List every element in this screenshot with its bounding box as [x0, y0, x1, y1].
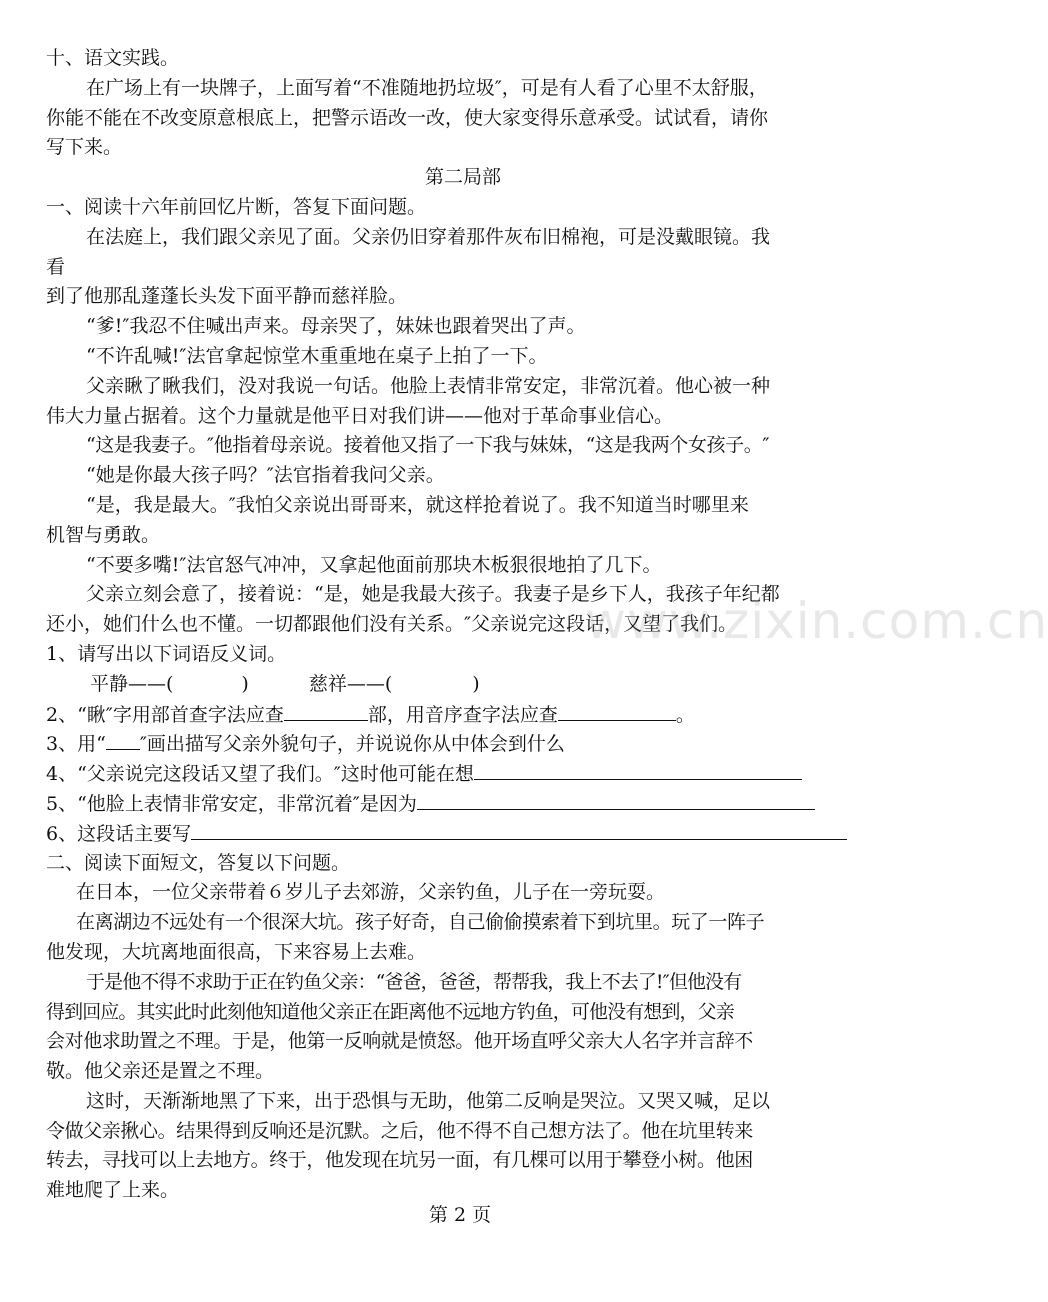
answer-blank[interactable]: [284, 700, 368, 721]
question-6: [46, 819, 880, 849]
antonym-word-2: 慈祥——(: [308, 672, 393, 695]
paragraph-line: 在法庭上，我们跟父亲见了面。父亲仍旧穿着那件灰布旧棉袍，可是没戴眼镜。我: [86, 225, 771, 248]
paragraph-line: 在离湖边不远处有一个很深大坑。孩子好奇，自己偷偷摸索着下到坑里。玩了一阵子: [76, 911, 765, 934]
paragraph-line: 看: [46, 255, 66, 278]
question-2-text: 部，用音序查字法应查: [367, 703, 558, 726]
paragraph-line: “不许乱喊!″法官拿起惊堂木重重地在桌子上拍了一下。: [86, 344, 548, 367]
paragraph-line: 在日本，一位父亲带着６岁儿子去郊游，父亲钓鱼，儿子在一旁玩耍。: [76, 881, 666, 904]
paragraph-line: 令做父亲揪心。结果得到反响还是沉默。之后，他不得不自己想方法了。他在坑里转来: [46, 1119, 753, 1142]
paragraph-line: 你能不能在不改变原意根底上，把警示语改一改，使大家变得乐意承受。试试看，请你: [46, 106, 769, 129]
answer-blank[interactable]: [558, 700, 676, 721]
question-5: [46, 789, 880, 819]
paragraph-line: 在广场上有一块牌子，上面写着“不准随地扔垃圾″，可是有人看了心里不太舒服，: [86, 76, 768, 99]
paragraph-line: 得到回应。其实此时此刻他知道他父亲正在距离他不远地方钓鱼，可他没有想到，父亲: [46, 1000, 734, 1023]
paragraph-line: 父亲立刻会意了，接着说：“是，她是我最大孩子。我妻子是乡下人，我孩子年纪都: [86, 583, 780, 606]
question-3-text: 3、用“: [46, 733, 106, 756]
paragraph-line: 转去，寻找可以上去地方。终于，他发现在坑另一面，有几棵可以用于攀登小树。他困: [46, 1149, 753, 1172]
paragraph-line: 伟大力量占据着。这个力量就是他平日对我们讲——他对于革命事业信心。: [46, 404, 674, 427]
close-paren: ): [472, 672, 480, 695]
question-1: 1、请写出以下词语反义词。: [46, 642, 287, 665]
watermark: www.zixin.com.cn: [585, 592, 1048, 650]
reading-2-heading: 二、阅读下面短文，答复以下问题。: [46, 851, 351, 874]
paragraph-line: 敬。他父亲还是置之不理。: [46, 1060, 275, 1083]
question-3: [46, 729, 880, 759]
close-paren: ): [241, 672, 249, 695]
paragraph-line: 难地爬了上来。: [46, 1179, 180, 1202]
question-5-text: 5、“他脸上表情非常安定，非常沉着″是因为: [46, 792, 417, 815]
paragraph-line: 这时，天渐渐地黑了下来，出于恐惧与无助，他第二反响是哭泣。又哭又喊，足以: [86, 1089, 771, 1112]
paragraph-line: 父亲瞅了瞅我们，没对我说一句话。他脸上表情非常安定，非常沉着。他心被一种: [86, 374, 771, 397]
question-3-text: ″画出描写父亲外貌句子，并说说你从中体会到什么: [139, 733, 565, 756]
question-4-text: 4、“父亲说完这段话又望了我们。″这时他可能在想: [46, 763, 474, 786]
question-6-text: 6、这段话主要写: [46, 822, 192, 845]
paragraph-line: 还小，她们什么也不懂。一切都跟他们没有关系。″父亲说完这段话，又望了我们。: [46, 613, 738, 636]
paragraph-line: “不要多嘴!″法官怒气冲冲，又拿起他面前那块木板狠很地拍了几下。: [86, 553, 662, 576]
paragraph-line: “这是我妻子。″他指着母亲说。接着他又指了一下我与妹妹，“这是我两个女孩子。″: [86, 434, 770, 457]
paragraph-line: 写下来。: [46, 136, 123, 159]
paragraph-line: 到了他那乱蓬蓬长头发下面平静而慈祥脸。: [46, 285, 408, 308]
section-10-heading: 十、语文实践。: [46, 47, 180, 69]
paragraph-line: “她是你最大孩子吗？″法官指着我问父亲。: [86, 464, 445, 487]
part-title: 第二局部: [424, 166, 501, 189]
paragraph-line: 他发现，大坑离地面很高，下来容易上去难。: [46, 940, 427, 963]
question-4: [46, 759, 880, 789]
page-number: 第 2 页: [428, 1204, 492, 1226]
paragraph-line: 会对他求助置之不理。于是，他第一反响就是愤怒。他开场直呼父亲大人名字并言辞不: [46, 1030, 753, 1053]
question-1-antonyms: [46, 670, 880, 700]
paragraph-line: 机智与勇敢。: [46, 523, 161, 546]
answer-blank[interactable]: [191, 819, 847, 840]
question-2: [46, 700, 880, 730]
reading-1-heading: 一、阅读十六年前回忆片断，答复下面问题。: [46, 195, 427, 218]
question-2-text: 2、“瞅″字用部首查字法应查: [46, 703, 284, 726]
paragraph-line: “爹!″我忍不住喊出声来。母亲哭了，妹妹也跟着哭出了声。: [86, 315, 586, 338]
antonym-word-1: 平静——(: [90, 672, 174, 695]
question-2-end: 。: [675, 703, 695, 726]
underline-sample: [106, 729, 140, 750]
paragraph-line: 于是他不得不求助于正在钓鱼父亲：“爸爸，爸爸，帮帮我，我上不去了!″但他没有: [86, 970, 742, 993]
answer-blank[interactable]: [417, 789, 815, 810]
answer-blank[interactable]: [474, 759, 802, 780]
paragraph-line: “是，我是最大。″我怕父亲说出哥哥来，就这样抢着说了。我不知道当时哪里来: [86, 493, 749, 516]
